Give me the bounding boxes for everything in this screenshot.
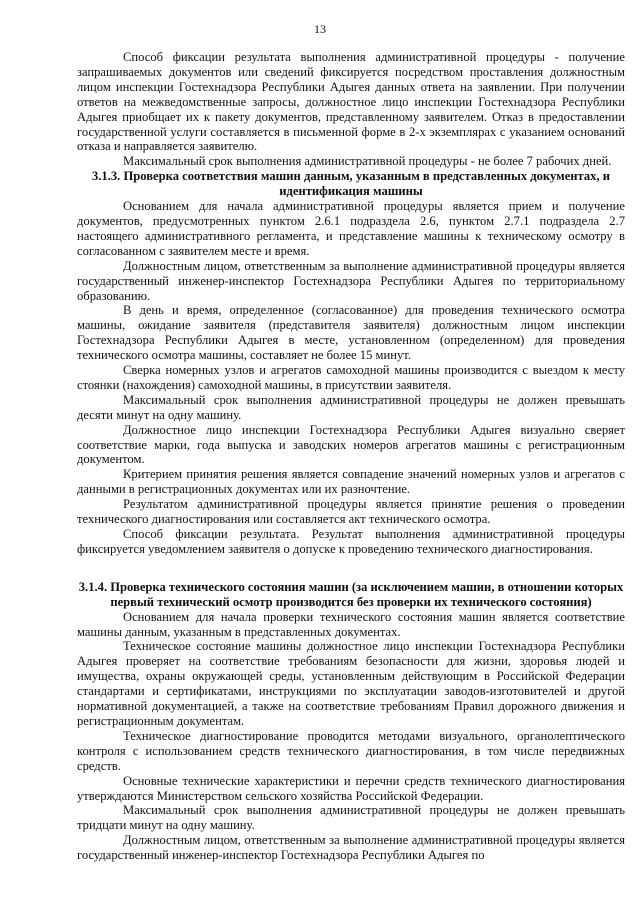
page-number: 13	[314, 22, 326, 36]
section-heading-3-1-3: 3.1.3. Проверка соответствия машин данным, указанным в представленных документах, и идентификация машины	[91, 169, 611, 199]
paragraph: Сверка номерных узлов и агрегатов самоходной машины производится с выездом к месту стоянки (нахождения) самоходной машины, в присутствии заявителя.	[77, 363, 625, 392]
paragraph: Результатом административной процедуры является принятие решения о проведении технического диагностирования или составляется акт технического осмотра.	[77, 497, 625, 527]
section-heading-3-1-4: 3.1.4. Проверка технического состояния машин (за исключением машин, в отношении которых первый технический осмотр производится без проверки их технического состояния)	[78, 579, 624, 609]
paragraph: Должностное лицо инспекции Гостехнадзора Республики Адыгея визуально сверяет соответствие марки, года выпуска и заводских номеров агрегатов машины с регистрационным документом.	[77, 422, 625, 467]
section-spacer	[77, 557, 625, 580]
paragraph: В день и время, определенное (согласованное) для проведения технического осмотра машины, ожидание заявителя (представителя заявителя) должностным лицом инспекции Гостехнадзора Республики Адыгея в месте, установленном (определенном) для проведения технического осмотра машины, составляет не более 15 минут.	[77, 303, 625, 363]
paragraph: Основанием для начала проверки технического состояния машин является соответствие машины данным, указанным в представленных документах.	[77, 609, 625, 639]
paragraph: Способ фиксации результата. Результат выполнения административной процедуры фиксируется уведомлением заявителя о допуске к проведению технического диагностирования.	[77, 527, 625, 556]
paragraph: Должностным лицом, ответственным за выполнение административной процедуры является государственный инженер-инспектор Гостехнадзора Республики Адыгея по	[77, 833, 625, 863]
paragraph: Основанием для начала административной процедуры является прием и получение документов, предусмотренных пунктом 2.6.1 подраздела 2.6, пунктом 2.7.1 подраздела 2.7 настоящего административного регламента, и представление машины к техническому осмотру в согласованном с заявителем месте и время.	[77, 199, 625, 258]
paragraph: Критерием принятия решения является совпадение значений номерных узлов и агрегатов с данными в регистрационных документах или их разночтение.	[77, 467, 625, 497]
paragraph: Техническое диагностирование проводится методами визуального, органолептического контроля с использованием средств технического диагностирования, в том числе передвижных средств.	[77, 728, 625, 773]
document-body	[77, 50, 625, 863]
paragraph: Техническое состояние машины должностное лицо инспекции Гостехнадзора Республики Адыгея проверяет на соответствие требованиям безопасности для жизни, здоровья людей и имущества, охраны окружающей среды, установленным действующим в Российской Федерации стандартами и сертификатами, инструкциями по эксплуатации заводов-изготовителей и другой нормативной документацией, а также на соответствие требованиям Правил дорожного движения и регистрационным документам.	[77, 639, 625, 728]
paragraph: Должностным лицом, ответственным за выполнение административной процедуры является государственный инженер-инспектор Гостехнадзора Республики Адыгея по территориальному образованию.	[77, 258, 625, 303]
paragraph: Способ фиксации результата выполнения административной процедуры - получение запрашиваемых документов или сведений фиксируется посредством проставления должностным лицом инспекции Гостехнадзора Республики Адыгея данных ответа на заявлении. При получении ответов на межведомственные запросы, должностное лицо инспекции Гостехнадзора Республики Адыгея приобщает их к пакету документов, представленному заявителем. Отказ в предоставлении государственной услуги составляется в письменной форме в 2-х экземплярах с указанием оснований отказа и направляется заявителю.	[77, 50, 625, 154]
paragraph: Основные технические характеристики и перечни средств технического диагностирования утверждаются Министерством сельского хозяйства Российской Федерации.	[77, 773, 625, 803]
paragraph: Максимальный срок выполнения административной процедуры не должен превышать тридцати минут на одну машину.	[77, 803, 625, 833]
paragraph: Максимальный срок выполнения административной процедуры не должен превышать десяти минут на одну машину.	[77, 392, 625, 422]
paragraph: Максимальный срок выполнения административной процедуры - не более 7 рабочих дней.	[123, 154, 612, 169]
